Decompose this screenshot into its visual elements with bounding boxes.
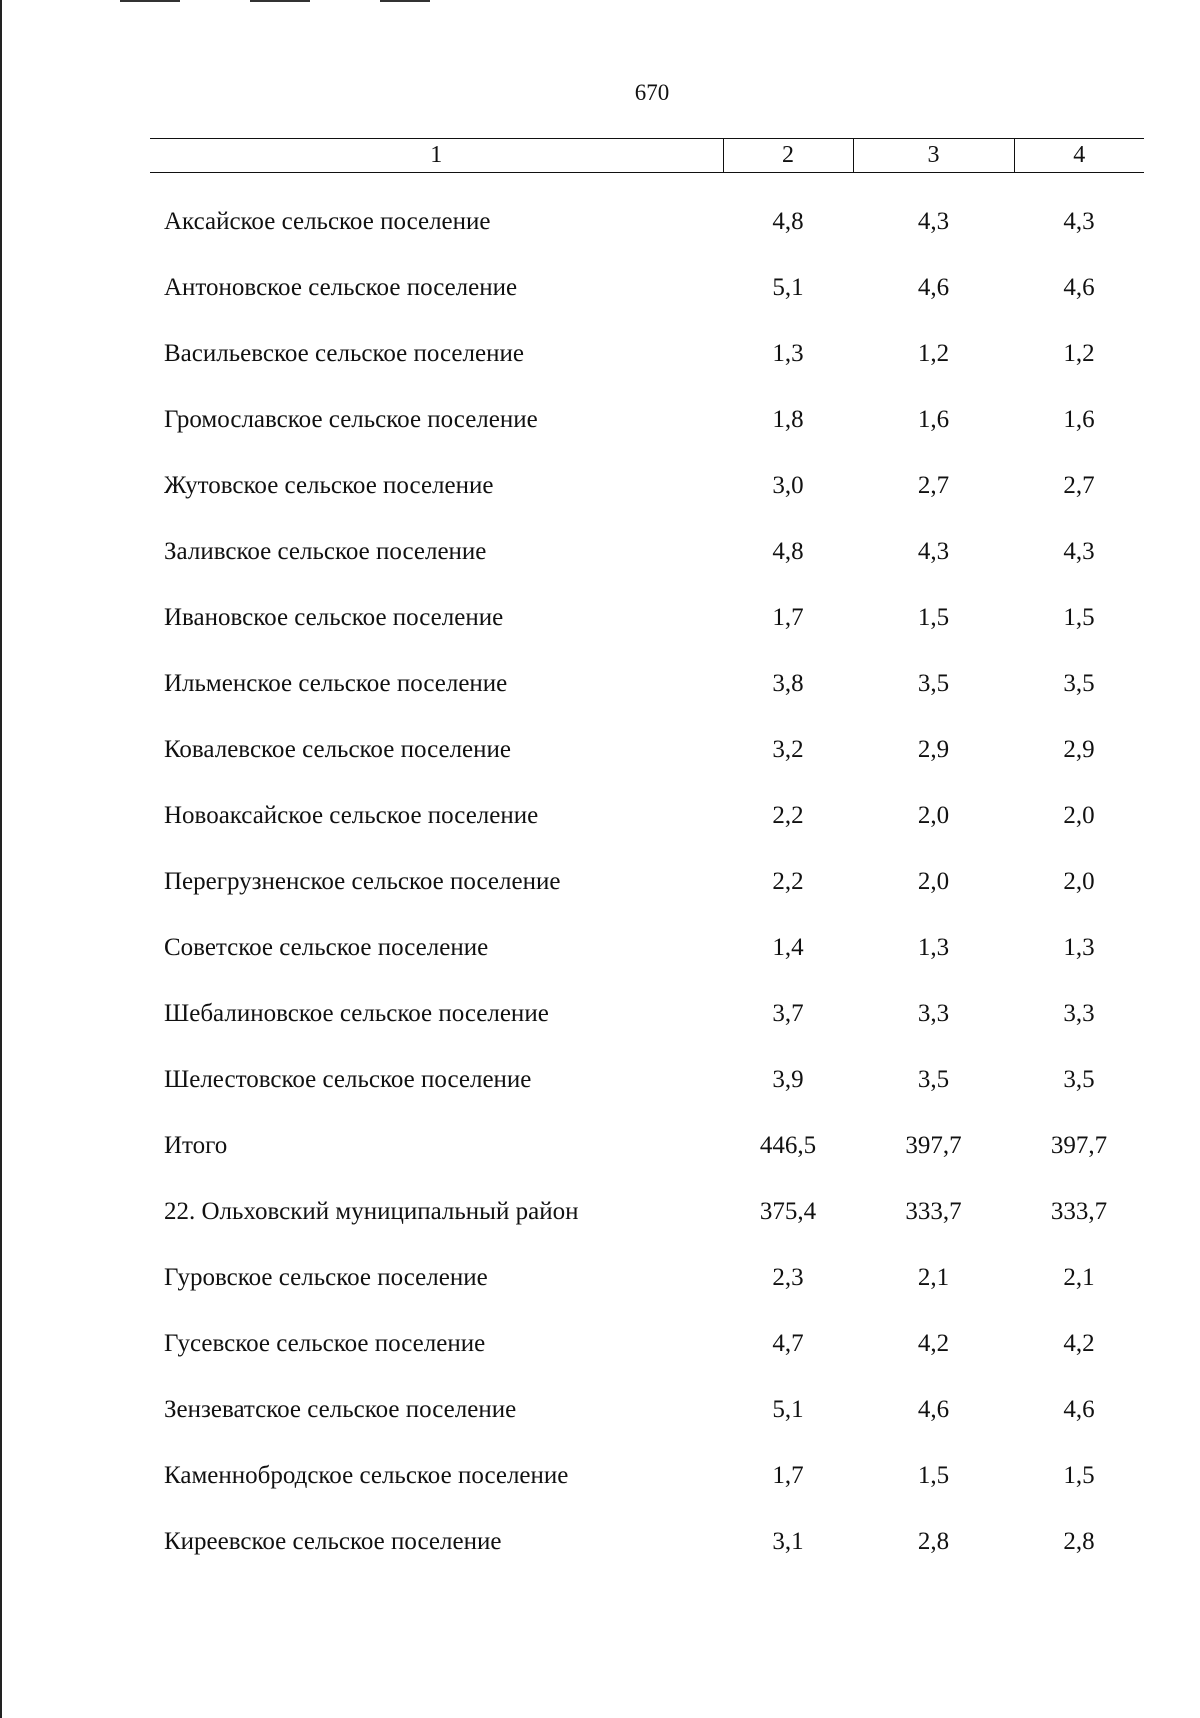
table-row bbox=[150, 387, 1144, 453]
scan-edge-line bbox=[0, 0, 2, 1718]
table-row bbox=[150, 981, 1144, 1047]
scan-top-mark bbox=[120, 0, 180, 2]
row-value-col3: 397,7 bbox=[905, 1132, 962, 1159]
row-value-col2: 4,7 bbox=[772, 1330, 804, 1357]
scan-top-mark bbox=[250, 0, 310, 2]
row-name: Ковалевское сельское поселение bbox=[164, 736, 511, 763]
scan-top-mark bbox=[380, 0, 430, 2]
row-value-col2: 3,9 bbox=[772, 1066, 804, 1093]
row-value-col4: 3,5 bbox=[1063, 670, 1095, 697]
row-value-col4: 4,6 bbox=[1063, 274, 1095, 301]
row-value-col4: 4,6 bbox=[1063, 1396, 1095, 1423]
table-row bbox=[150, 519, 1144, 585]
row-value-col3: 4,3 bbox=[917, 538, 950, 565]
row-value-col2: 1,3 bbox=[772, 340, 804, 367]
column-header-2: 2 bbox=[723, 139, 853, 173]
table-row bbox=[150, 585, 1144, 651]
row-value-col4: 397,7 bbox=[1050, 1132, 1108, 1159]
row-value-col4: 2,9 bbox=[1063, 736, 1095, 763]
row-name: Громославское сельское поселение bbox=[164, 406, 538, 433]
row-name: Итого bbox=[164, 1132, 228, 1159]
table-row bbox=[150, 717, 1144, 783]
table-row bbox=[150, 849, 1144, 915]
table-row bbox=[150, 255, 1144, 321]
row-value-col2: 5,1 bbox=[772, 274, 804, 301]
row-value-col2: 446,5 bbox=[759, 1132, 817, 1159]
row-name: Шебалиновское сельское поселение bbox=[164, 1000, 549, 1027]
table-row bbox=[150, 1113, 1144, 1179]
row-value-col3: 3,3 bbox=[917, 1000, 950, 1027]
row-name: Каменнобродское сельское поселение bbox=[164, 1462, 569, 1489]
row-value-col3: 2,8 bbox=[917, 1528, 950, 1555]
row-value-col2: 4,8 bbox=[772, 208, 804, 235]
table-row bbox=[150, 1047, 1144, 1113]
row-name: Антоновское сельское поселение bbox=[164, 274, 518, 301]
row-value-col4: 4,3 bbox=[1063, 538, 1095, 565]
row-value-col2: 4,8 bbox=[772, 538, 804, 565]
row-value-col4: 2,0 bbox=[1063, 868, 1095, 895]
row-value-col3: 4,2 bbox=[917, 1330, 950, 1357]
row-value-col3: 1,2 bbox=[917, 340, 950, 367]
row-name: Жутовское сельское поселение bbox=[164, 472, 494, 499]
row-value-col3: 3,5 bbox=[917, 1066, 950, 1093]
row-name: Гусевское сельское поселение bbox=[164, 1330, 486, 1357]
row-value-col3: 3,5 bbox=[917, 670, 950, 697]
table-header-row bbox=[150, 139, 1144, 173]
row-value-col3: 2,9 bbox=[917, 736, 950, 763]
row-value-col2: 2,3 bbox=[772, 1264, 804, 1291]
row-value-col2: 2,2 bbox=[772, 868, 804, 895]
row-value-col3: 333,7 bbox=[905, 1198, 962, 1225]
row-value-col4: 1,3 bbox=[1063, 934, 1095, 961]
row-value-col3: 4,6 bbox=[917, 274, 950, 301]
row-value-col3: 1,6 bbox=[917, 406, 950, 433]
column-header-4: 4 bbox=[1014, 139, 1144, 173]
row-name: Заливское сельское поселение bbox=[164, 538, 487, 565]
row-value-col2: 2,2 bbox=[772, 802, 804, 829]
row-value-col4: 2,1 bbox=[1063, 1264, 1095, 1291]
data-table bbox=[150, 138, 1144, 1575]
row-value-col4: 3,5 bbox=[1063, 1066, 1095, 1093]
row-value-col2: 3,1 bbox=[772, 1528, 804, 1555]
row-name: Шелестовское сельское поселение bbox=[164, 1066, 532, 1093]
row-value-col2: 3,8 bbox=[772, 670, 804, 697]
row-value-col4: 2,0 bbox=[1063, 802, 1095, 829]
row-value-col4: 1,6 bbox=[1063, 406, 1095, 433]
row-value-col4: 333,7 bbox=[1050, 1198, 1108, 1225]
row-value-col4: 2,7 bbox=[1063, 472, 1095, 499]
table-row bbox=[150, 915, 1144, 981]
row-value-col4: 1,5 bbox=[1063, 604, 1095, 631]
table-row bbox=[150, 1443, 1144, 1509]
row-value-col4: 1,2 bbox=[1063, 340, 1095, 367]
table-row bbox=[150, 783, 1144, 849]
row-name: Ильменское сельское поселение bbox=[164, 670, 508, 697]
row-value-col3: 2,0 bbox=[917, 802, 950, 829]
row-value-col3: 2,1 bbox=[917, 1264, 950, 1291]
row-name: Аксайское сельское поселение bbox=[164, 208, 491, 235]
table-row bbox=[150, 1377, 1144, 1443]
table-row bbox=[150, 453, 1144, 519]
table-row bbox=[150, 1245, 1144, 1311]
row-value-col3: 2,0 bbox=[917, 868, 950, 895]
column-header-3: 3 bbox=[853, 139, 1014, 173]
row-name: Гуровское сельское поселение bbox=[164, 1264, 488, 1291]
row-value-col2: 5,1 bbox=[772, 1396, 804, 1423]
row-value-col3: 4,6 bbox=[917, 1396, 950, 1423]
row-value-col4: 1,5 bbox=[1063, 1462, 1095, 1489]
row-name: 22. Ольховский муниципальный район bbox=[164, 1198, 579, 1225]
table-row bbox=[150, 321, 1144, 387]
table-row bbox=[150, 173, 1144, 256]
row-value-col3: 1,5 bbox=[917, 604, 950, 631]
row-name: Ивановское сельское поселение bbox=[164, 604, 504, 631]
row-value-col3: 1,5 bbox=[917, 1462, 950, 1489]
row-name: Новоаксайское сельское поселение bbox=[164, 802, 539, 829]
row-value-col2: 1,4 bbox=[772, 934, 804, 961]
row-name: Перегрузненское сельское поселение bbox=[164, 868, 561, 895]
row-name: Киреевское сельское поселение bbox=[164, 1528, 502, 1555]
row-value-col4: 4,3 bbox=[1063, 208, 1095, 235]
row-value-col2: 3,2 bbox=[772, 736, 804, 763]
row-name: Советское сельское поселение bbox=[164, 934, 489, 961]
row-value-col2: 1,7 bbox=[772, 604, 804, 631]
page-number: 670 bbox=[634, 80, 670, 105]
row-name: Васильевское сельское поселение bbox=[164, 340, 524, 367]
column-header-1: 1 bbox=[150, 139, 723, 173]
row-value-col3: 4,3 bbox=[917, 208, 950, 235]
row-name: Зензеватское сельское поселение bbox=[164, 1396, 517, 1423]
table-row bbox=[150, 651, 1144, 717]
row-value-col4: 3,3 bbox=[1063, 1000, 1095, 1027]
row-value-col2: 375,4 bbox=[759, 1198, 817, 1225]
row-value-col4: 4,2 bbox=[1063, 1330, 1095, 1357]
row-value-col3: 1,3 bbox=[917, 934, 950, 961]
row-value-col2: 3,0 bbox=[772, 472, 804, 499]
row-value-col2: 3,7 bbox=[772, 1000, 804, 1027]
table-row bbox=[150, 1179, 1144, 1245]
table-row bbox=[150, 1311, 1144, 1377]
row-value-col4: 2,8 bbox=[1063, 1528, 1095, 1555]
row-value-col3: 2,7 bbox=[917, 472, 950, 499]
row-value-col2: 1,7 bbox=[772, 1462, 804, 1489]
row-value-col2: 1,8 bbox=[772, 406, 804, 433]
table-row bbox=[150, 1509, 1144, 1575]
